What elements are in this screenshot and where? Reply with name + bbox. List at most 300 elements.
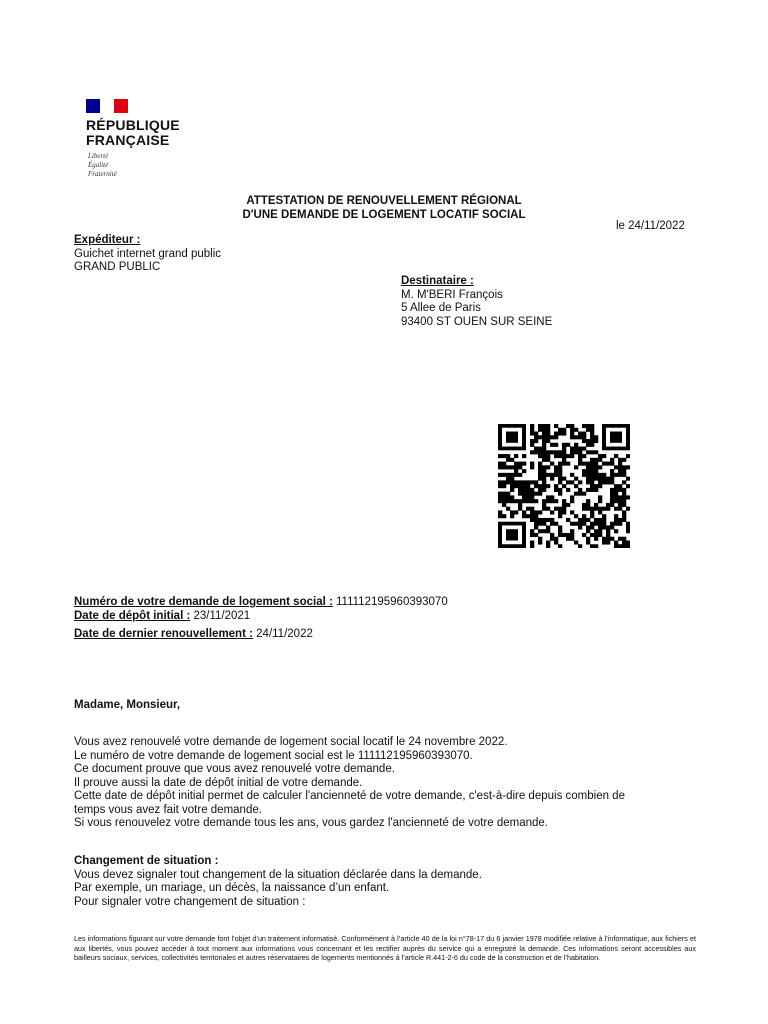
qr-module [542, 507, 546, 511]
qr-module [622, 473, 626, 477]
last-renewal-label: Date de dernier renouvellement : [74, 628, 253, 640]
qr-module [570, 529, 574, 533]
request-number-label: Numéro de votre demande de logement social : [74, 596, 333, 608]
qr-module [586, 499, 590, 503]
qr-module [570, 533, 574, 537]
qr-module [586, 488, 590, 492]
qr-module [590, 488, 594, 492]
qr-module [498, 473, 502, 477]
qr-module [590, 484, 594, 488]
qr-module [506, 454, 510, 458]
qr-module [582, 507, 586, 511]
qr-module [622, 514, 626, 518]
qr-module [574, 514, 578, 518]
qr-module [562, 499, 566, 503]
qr-module [578, 480, 582, 484]
qr-module [542, 443, 546, 447]
qr-module [570, 510, 574, 514]
qr-module [538, 518, 542, 522]
recipient-name: M. M'BERI François [401, 288, 503, 301]
qr-module [502, 480, 506, 484]
qr-module [618, 522, 622, 526]
qr-module [538, 473, 542, 477]
qr-module [510, 458, 514, 462]
qr-module [522, 492, 526, 496]
qr-module [546, 454, 550, 458]
qr-module [586, 477, 590, 481]
initial-date-value: 23/11/2021 [193, 609, 251, 622]
qr-module [598, 458, 602, 462]
qr-module [530, 529, 534, 533]
qr-module [522, 514, 526, 518]
qr-module [522, 462, 526, 466]
qr-module [506, 507, 510, 511]
request-details [74, 596, 448, 642]
qr-module [594, 435, 598, 439]
qr-module [526, 488, 530, 492]
qr-module [566, 537, 570, 541]
qr-module [622, 503, 626, 507]
qr-module [550, 477, 554, 481]
qr-module [506, 529, 518, 540]
qr-module [514, 480, 518, 484]
qr-module [578, 462, 582, 466]
qr-module [590, 477, 594, 481]
qr-module [558, 465, 562, 469]
qr-module [598, 507, 602, 511]
qr-module [526, 514, 530, 518]
qr-module [594, 488, 598, 492]
qr-module [538, 522, 542, 526]
qr-module [558, 469, 562, 473]
qr-module [586, 540, 590, 544]
qr-module [590, 432, 594, 436]
qr-module [626, 544, 630, 548]
qr-module [554, 537, 558, 541]
qr-module [574, 522, 578, 526]
qr-module [542, 424, 546, 428]
qr-module [558, 544, 562, 548]
qr-module [550, 462, 554, 466]
qr-module [614, 522, 618, 526]
qr-module [578, 488, 582, 492]
qr-module [622, 540, 626, 544]
qr-module [550, 443, 554, 447]
qr-module [614, 507, 618, 511]
qr-module [562, 443, 566, 447]
qr-module [522, 499, 526, 503]
qr-module [562, 484, 566, 488]
qr-module [614, 484, 618, 488]
qr-module [614, 499, 618, 503]
qr-module [550, 495, 554, 499]
qr-module [566, 424, 570, 428]
qr-module [534, 533, 538, 537]
qr-module [578, 458, 582, 462]
qr-module [610, 480, 614, 484]
qr-module [586, 465, 590, 469]
qr-module [618, 507, 622, 511]
qr-module [622, 458, 626, 462]
qr-module [610, 525, 614, 529]
qr-module [510, 484, 514, 488]
qr-module [614, 492, 618, 496]
qr-module [538, 469, 542, 473]
qr-module [514, 469, 518, 473]
qr-module [518, 488, 522, 492]
qr-module [550, 522, 554, 526]
qr-module [594, 465, 598, 469]
body-line: Ce document prouve que vous avez renouvelé votre demande. [74, 763, 395, 775]
qr-module [582, 492, 586, 496]
qr-module [562, 432, 566, 436]
change-line: Par exemple, un mariage, un décès, la naissance d’un enfant. [74, 882, 390, 894]
qr-module [626, 525, 630, 529]
sender-block [74, 234, 221, 275]
qr-module [514, 473, 518, 477]
qr-module [554, 488, 558, 492]
qr-module [522, 510, 526, 514]
recipient-label: Destinataire : [401, 275, 474, 287]
qr-module [558, 492, 562, 496]
qr-module [502, 514, 506, 518]
qr-module [542, 473, 546, 477]
qr-module [554, 507, 558, 511]
qr-module [590, 473, 594, 477]
qr-module [546, 495, 550, 499]
qr-module [626, 540, 630, 544]
qr-module [606, 525, 610, 529]
salutation: Madame, Monsieur, [74, 699, 181, 711]
qr-module [534, 432, 538, 436]
qr-module [538, 510, 542, 514]
qr-module [590, 514, 594, 518]
qr-module [598, 510, 602, 514]
qr-module [594, 537, 598, 541]
qr-module [558, 432, 562, 436]
qr-module [574, 477, 578, 481]
qr-module [530, 428, 534, 432]
qr-module [546, 484, 550, 488]
qr-module [614, 473, 618, 477]
qr-module [558, 529, 562, 533]
qr-module [618, 484, 622, 488]
qr-module [618, 518, 622, 522]
qr-module [590, 510, 594, 514]
qr-module [622, 469, 626, 473]
qr-module [562, 450, 566, 454]
qr-module [582, 469, 586, 473]
request-number-value: 111112195960393070 [336, 596, 448, 608]
body-line: Si vous renouvelez votre demande tous les ans, vous gardez l'ancienneté de votre demande. [74, 817, 548, 829]
last-renewal-row [74, 628, 448, 642]
qr-module [570, 495, 574, 499]
qr-module [498, 454, 502, 458]
qr-module [598, 522, 602, 526]
qr-module [578, 518, 582, 522]
qr-module [622, 492, 626, 496]
qr-module [570, 447, 574, 451]
qr-module [526, 492, 530, 496]
qr-module [594, 462, 598, 466]
qr-module [598, 518, 602, 522]
qr-module [602, 507, 606, 511]
qr-module [594, 450, 598, 454]
qr-module [606, 533, 610, 537]
qr-module [626, 522, 630, 526]
qr-module [582, 424, 586, 428]
qr-module [618, 503, 622, 507]
qr-module [510, 514, 514, 518]
qr-module [590, 522, 594, 526]
qr-module [554, 443, 558, 447]
qr-code-icon [498, 424, 630, 548]
qr-module [582, 533, 586, 537]
qr-module [498, 465, 502, 469]
qr-module [598, 480, 602, 484]
qr-module [586, 473, 590, 477]
qr-module [530, 507, 534, 511]
qr-module [606, 462, 610, 466]
qr-module [598, 499, 602, 503]
qr-module [506, 465, 510, 469]
qr-module [610, 522, 614, 526]
qr-module [582, 432, 586, 436]
qr-module [534, 514, 538, 518]
qr-module [542, 450, 546, 454]
qr-module [566, 480, 570, 484]
qr-module [602, 537, 606, 541]
qr-module [614, 465, 618, 469]
qr-module [530, 462, 534, 466]
qr-module [510, 499, 514, 503]
qr-module [574, 443, 578, 447]
qr-module [558, 473, 562, 477]
qr-module [498, 499, 502, 503]
qr-module [590, 480, 594, 484]
qr-module [594, 473, 598, 477]
qr-module [530, 510, 534, 514]
qr-module [578, 447, 582, 451]
qr-module [502, 462, 506, 466]
qr-module [546, 518, 550, 522]
qr-module [570, 424, 574, 428]
qr-module [594, 469, 598, 473]
qr-module [546, 450, 550, 454]
qr-module [546, 435, 550, 439]
qr-module [518, 465, 522, 469]
qr-module [538, 477, 542, 481]
qr-module [534, 484, 538, 488]
qr-module [542, 522, 546, 526]
qr-module [598, 495, 602, 499]
sender-line2: GRAND PUBLIC [74, 261, 161, 273]
qr-module [502, 492, 506, 496]
qr-module [602, 525, 606, 529]
qr-module [574, 492, 578, 496]
qr-module [502, 495, 506, 499]
qr-module [522, 484, 526, 488]
qr-module [586, 529, 590, 533]
qr-module [518, 499, 522, 503]
qr-module [546, 428, 550, 432]
qr-module [542, 484, 546, 488]
qr-module [562, 447, 566, 451]
qr-module [522, 488, 526, 492]
qr-module [602, 514, 606, 518]
qr-module [618, 473, 622, 477]
initial-date-row [74, 610, 448, 624]
qr-module [618, 462, 622, 466]
qr-module [626, 495, 630, 499]
qr-module [514, 462, 518, 466]
qr-module [590, 533, 594, 537]
qr-module [610, 462, 614, 466]
qr-module [514, 510, 518, 514]
qr-module [554, 435, 558, 439]
qr-module [502, 473, 506, 477]
qr-module [554, 424, 558, 428]
qr-module [498, 514, 502, 518]
qr-module [546, 499, 550, 503]
qr-module [546, 465, 550, 469]
qr-module [610, 537, 614, 541]
qr-module [582, 514, 586, 518]
qr-module [590, 462, 594, 466]
qr-module [618, 458, 622, 462]
qr-module [518, 473, 522, 477]
qr-module [530, 540, 534, 544]
qr-module [546, 529, 550, 533]
qr-module [518, 484, 522, 488]
qr-module [510, 480, 514, 484]
qr-module [570, 473, 574, 477]
qr-module [586, 439, 590, 443]
qr-module [534, 447, 538, 451]
qr-module [554, 484, 558, 488]
qr-module [586, 462, 590, 466]
qr-module [578, 522, 582, 526]
qr-module [594, 529, 598, 533]
qr-module [498, 480, 502, 484]
qr-module [546, 507, 550, 511]
qr-module [510, 488, 514, 492]
qr-module [574, 435, 578, 439]
qr-module [594, 503, 598, 507]
qr-module [534, 499, 538, 503]
qr-module [526, 499, 530, 503]
qr-module [618, 469, 622, 473]
qr-module [558, 450, 562, 454]
qr-module [622, 480, 626, 484]
qr-module [586, 424, 590, 428]
qr-module [550, 518, 554, 522]
qr-module [550, 473, 554, 477]
qr-module [574, 484, 578, 488]
qr-module [598, 477, 602, 481]
qr-module [582, 447, 586, 451]
qr-module [582, 503, 586, 507]
qr-module [542, 439, 546, 443]
recipient-block [401, 275, 552, 329]
qr-module [550, 499, 554, 503]
qr-module [558, 477, 562, 481]
qr-module [534, 480, 538, 484]
qr-module [502, 454, 506, 458]
qr-module [622, 510, 626, 514]
qr-module [594, 518, 598, 522]
qr-module [602, 477, 606, 481]
change-line: Vous devez signaler tout changement de la situation déclarée dans la demande. [74, 868, 482, 881]
qr-module [510, 477, 514, 481]
qr-module [582, 473, 586, 477]
qr-module [566, 533, 570, 537]
qr-module [506, 492, 510, 496]
qr-module [530, 499, 534, 503]
qr-module [530, 495, 534, 499]
initial-date-label: Date de dépôt initial : [74, 609, 191, 622]
qr-module [542, 499, 546, 503]
change-title: Changement de situation : [74, 855, 219, 867]
qr-module [506, 473, 510, 477]
qr-module [518, 480, 522, 484]
qr-module [562, 533, 566, 537]
qr-module [522, 480, 526, 484]
qr-module [542, 477, 546, 481]
qr-module [590, 465, 594, 469]
document-date: le 24/11/2022 [616, 220, 685, 232]
qr-module [618, 465, 622, 469]
qr-module [554, 465, 558, 469]
qr-module [530, 480, 534, 484]
qr-module [622, 499, 626, 503]
qr-module [506, 499, 510, 503]
qr-module [610, 432, 622, 443]
qr-module [542, 480, 546, 484]
qr-module [498, 484, 502, 488]
qr-module [530, 450, 534, 454]
qr-module [522, 495, 526, 499]
qr-module [586, 450, 590, 454]
qr-module [502, 484, 506, 488]
qr-module [502, 503, 506, 507]
qr-module [578, 525, 582, 529]
qr-module [602, 522, 606, 526]
qr-module [570, 450, 574, 454]
qr-module [558, 480, 562, 484]
qr-module [554, 432, 558, 436]
body-line: Vous avez renouvelé votre demande de logement social locatif le 24 novembre 2022. [74, 736, 508, 748]
qr-module [590, 469, 594, 473]
qr-module [558, 514, 562, 518]
qr-module [570, 435, 574, 439]
qr-module [570, 432, 574, 436]
qr-module [546, 458, 550, 462]
recipient-address1: 5 Allee de Paris [401, 302, 481, 314]
qr-module [598, 454, 602, 458]
qr-module [578, 544, 582, 548]
qr-module [550, 450, 554, 454]
qr-module [566, 518, 570, 522]
qr-module [606, 537, 610, 541]
qr-module [614, 518, 618, 522]
qr-module [614, 540, 618, 544]
qr-module [578, 432, 582, 436]
qr-module [594, 507, 598, 511]
qr-module [530, 492, 534, 496]
qr-module [542, 529, 546, 533]
qr-module [558, 454, 562, 458]
